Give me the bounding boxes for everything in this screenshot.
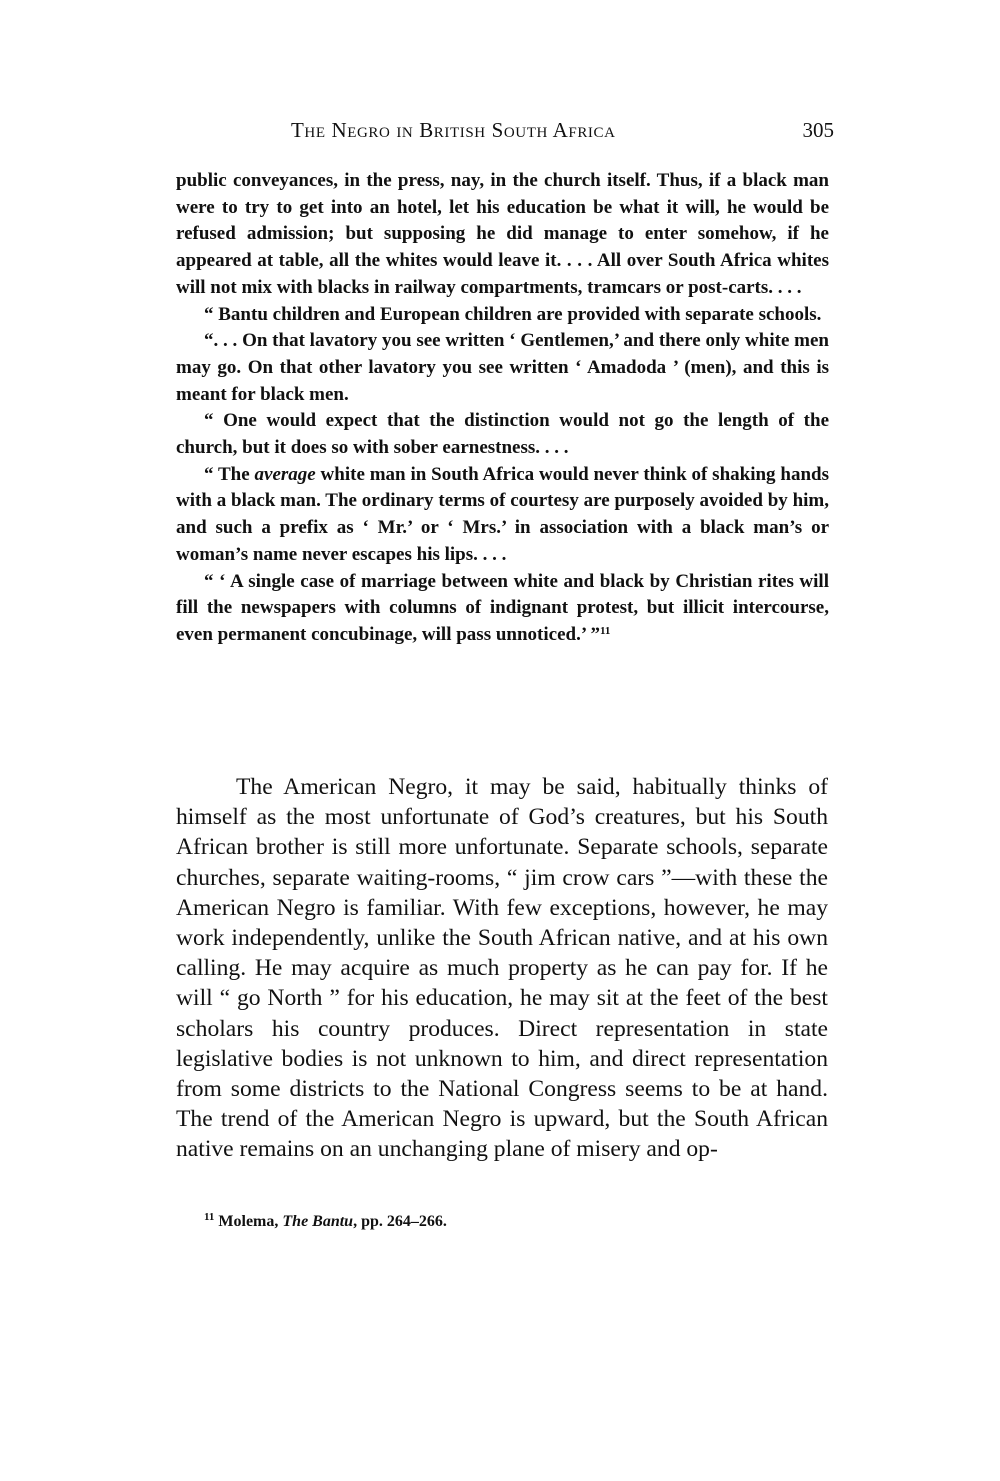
- footnote-title: The Bantu: [282, 1213, 354, 1230]
- footnote: [176, 1212, 828, 1232]
- footnote-author: Molema,: [214, 1213, 283, 1230]
- quote-paragraph-4: “ One would expect that the distinction would not go the length of the church, but it does so with sober earnestness. . . .: [176, 410, 829, 459]
- quote-paragraph-1: public conveyances, in the press, nay, in the church itself. Thus, if a black man were to try to get into an hotel, let his education be what it will, he would be refused admission; but supposing he did manage to enter somehow, if he appeared at table, all the whites would leave it. . . . All over South Africa whites will not mix with blacks in railway compartments, tramcars or post-carts. . . .: [176, 170, 829, 298]
- quote-paragraph-6: [176, 569, 829, 649]
- running-head: The Negro in British South Africa: [291, 118, 616, 142]
- page-number: 305: [802, 118, 834, 142]
- body-text: [176, 772, 828, 1165]
- emphasis-average: average: [254, 463, 316, 485]
- footnote-text: [176, 1212, 828, 1232]
- footnote-number: 11: [204, 1211, 215, 1223]
- quote-paragraph-5: [176, 462, 829, 569]
- quote-paragraph-2: “ Bantu children and European children are provided with separate schools.: [204, 303, 822, 325]
- quote-paragraph-5-rest: white man in South Africa would never think of shaking hands with a black man. The ordinary terms of courtesy are purposely avoided by him, and such a prefix as ‘ Mr.’ or ‘ Mrs.’ in association with a black man’s or woman’s name never escapes his lips. . . .: [176, 463, 829, 565]
- quoted-passage: [176, 168, 829, 649]
- body-paragraph: The American Negro, it may be said, habitually thinks of himself as the most unfortunate of God’s creatures, but his South African brother is still more unfortunate. Separate schools, separate churches, separate waiting-rooms, “ jim crow cars ”—with these the American Negro is familiar. With few exceptions, however, he may work independently, unlike the South African native, and at his own calling. He may acquire as much property as he can pay for. If he will “ go North ” for his education, he may sit at the feet of the best scholars his country produces. Direct representation in state legislative bodies is not unknown to him, and direct representation from some districts to the National Congress seems to be at hand. The trend of the American Negro is upward, but the South African native remains on an unchanging plane of misery and op-: [176, 774, 828, 1163]
- footnote-pages: , pp. 264–266.: [353, 1213, 447, 1230]
- quote-paragraph-6-text: “ ‘ A single case of marriage between white and black by Christian rites will fill the newspapers with columns of indignant protest, but illicit intercourse, even permanent concubinage, will pass unnoticed.’ ”: [176, 570, 829, 645]
- page-header: [176, 118, 834, 148]
- quote-paragraph-3: “. . . On that lavatory you see written ‘ Gentlemen,’ and there only white men may go. On that other lavatory you see written ‘ Amadoda ’ (men), and this is meant for black men.: [176, 330, 829, 405]
- quote-paragraph-5-start: “ The: [204, 463, 255, 485]
- footnote-reference: 11: [600, 624, 611, 637]
